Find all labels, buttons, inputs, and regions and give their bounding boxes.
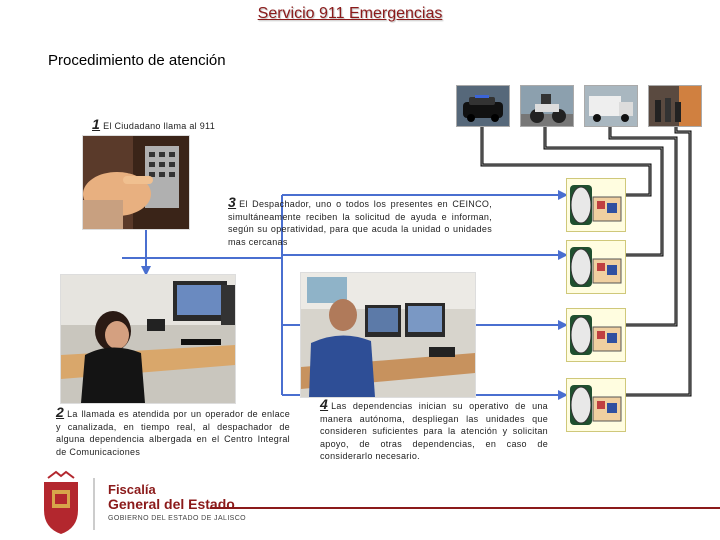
step-text: El Despachador, uno o todos los presentes en CEINCO, simultáneamente reciben la solicitud de ayuda e informan, según su operatividad, para que acuda la unidad o unidades mas cercanas — [228, 199, 492, 247]
footer-brand-line3: GOBIERNO DEL ESTADO DE JALISCO — [108, 515, 247, 522]
section-subtitle: Procedimiento de atención — [48, 52, 226, 69]
step-text: Las dependencias inician su operativo de una manera autónoma, despliegan las unidades que consideren suficientes para la atención y solicitan apoyo, de otras dependencias, en caso de considerarlo necesario. — [320, 401, 548, 461]
footer-brand-line1: Fiscalía — [108, 482, 156, 497]
radio-icon — [566, 378, 626, 432]
step-4 — [320, 398, 548, 463]
photo-dispatcher — [300, 272, 476, 398]
vehicle-photo-police — [456, 85, 510, 127]
radio-icon — [566, 240, 626, 294]
step-number: 1 — [92, 116, 101, 132]
step-1 — [92, 118, 215, 133]
page-title: Servicio 911 Emergencias — [257, 5, 443, 22]
footer-brand-line2: General del Estado — [108, 496, 235, 512]
photo-citizen-calling — [82, 135, 190, 230]
step-3 — [228, 196, 492, 248]
step-number: 3 — [228, 194, 237, 210]
vehicle-photo-motorcycle — [520, 85, 574, 127]
radio-icon — [566, 308, 626, 362]
step-text: La llamada es atendida por un operador de enlace y canalizada, en tiempo real, al despachador de alguna dependencia albergada en el Centro Integral de Comunicaciones — [56, 409, 290, 457]
jalisco-seal-icon — [44, 472, 78, 534]
vehicle-photo-firefighters — [648, 85, 702, 127]
step-text: El Ciudadano llama al 911 — [103, 121, 215, 131]
step-number: 2 — [56, 404, 65, 420]
vehicle-photo-truck — [584, 85, 638, 127]
step-2 — [56, 406, 290, 458]
step-number: 4 — [320, 396, 329, 412]
radio-icon — [566, 178, 626, 232]
photo-operator — [60, 274, 236, 404]
